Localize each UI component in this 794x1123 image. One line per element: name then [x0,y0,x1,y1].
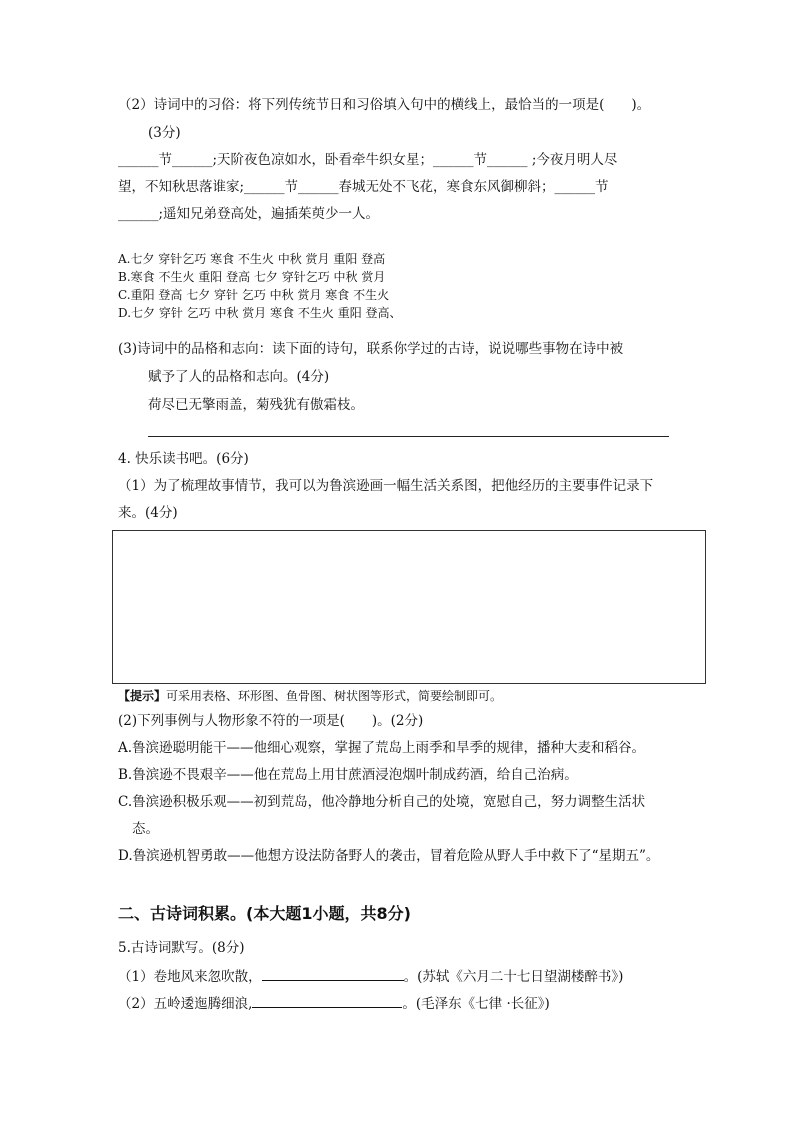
q2-score: (3分) [148,125,181,141]
q2-option-b[interactable]: B.寒食 不生火 重阳 登高 七夕 穿针乞巧 中秋 赏月 [118,270,386,284]
q2-line-2: 望，不知秋思落谁家;______节______春城无处不飞花，寒食东风御柳斜；______节 [118,179,609,195]
q4-option-d[interactable]: D.鲁滨逊机智勇敢——他想方设法防备野人的袭击，冒着危险从野人手中救下了“星期五”。 [118,848,660,864]
q5-line-1-suffix: 。(苏轼《六月二十七日望湖楼醉书》) [403,969,624,985]
q5-line-2-suffix: 。(毛泽东《七律 ·长征》) [402,996,550,1012]
q4-hint-text: 可采用表格、环形图、鱼骨图、树状图等形式，简要绘制即可。 [166,689,503,703]
section-2-heading: 二、古诗词积累。(本大题1小题，共8分) [118,904,411,923]
q2-line-3: ______;遥知兄弟登高处，遍插茱萸少一人。 [118,206,380,222]
q2-option-d[interactable]: D.七夕 穿针 乞巧 中秋 赏月 寒食 不生火 重阳 登高、 [118,306,402,320]
q4-option-a[interactable]: A.鲁滨逊聪明能干——他细心观察，掌握了荒岛上雨季和旱季的规律，播种大麦和稻谷。 [118,740,646,756]
q5-line-2 [118,993,550,1013]
q5-blank-2[interactable] [252,993,402,1008]
q4-sub1-line-1: （1）为了梳理故事情节，我可以为鲁滨逊画一幅生活关系图，把他经历的主要事件记录下 [118,478,654,494]
q3-answer-line[interactable] [148,436,669,437]
q5-line-2-prefix: （2）五岭逶迤腾细浪, [118,996,253,1012]
q5-line-1-prefix: （1）卷地风来忽吹散， [118,969,262,985]
q2-line-1: ______节______;天阶夜色凉如水，卧看牵牛织女星；______节______ ;今夜月明人尽 [118,152,618,168]
q4-title: 4. 快乐读书吧。(6分) [118,451,249,467]
q2-stem: （2）诗词中的习俗：将下列传统节日和习俗填入句中的横线上，最恰当的一项是( )。 [118,97,651,113]
q3-poem: 荷尽已无擎雨盖，菊残犹有傲霜枝。 [148,397,364,413]
q3-stem: (3)诗词中的品格和志向：读下面的诗句，联系你学过的古诗，说说哪些事物在诗中被 [118,341,624,357]
q4-option-b[interactable]: B.鲁滨逊不畏艰辛——他在荒岛上用甘蔗酒浸泡烟叶制成药酒，给自己治病。 [118,767,578,783]
q4-drawing-box[interactable] [112,530,706,684]
q4-option-c-line-1[interactable]: C.鲁滨逊积极乐观——初到荒岛，他冷静地分析自己的处境，宽慰自己，努力调整生活状 [118,794,646,810]
q4-hint [118,687,502,705]
q5-blank-1[interactable] [262,966,404,981]
q4-option-c-line-2[interactable]: 态。 [132,821,159,837]
q3-stem-2: 赋予了人的品格和志向。(4分) [148,369,330,385]
q4-hint-tag: 【提示】 [118,689,167,703]
q2-option-c[interactable]: C.重阳 登高 七夕 穿针 乞巧 中秋 赏月 寒食 不生火 [118,288,390,302]
q4-sub2: (2)下列事例与人物形象不符的一项是( )。(2分) [118,713,424,729]
q2-option-a[interactable]: A.七夕 穿针乞巧 寒食 不生火 中秋 赏月 重阳 登高 [118,252,386,266]
q4-sub1-line-2: 来。(4分) [118,505,178,521]
q5-title: 5.古诗词默写。(8分) [118,940,245,956]
q5-line-1 [118,966,623,986]
